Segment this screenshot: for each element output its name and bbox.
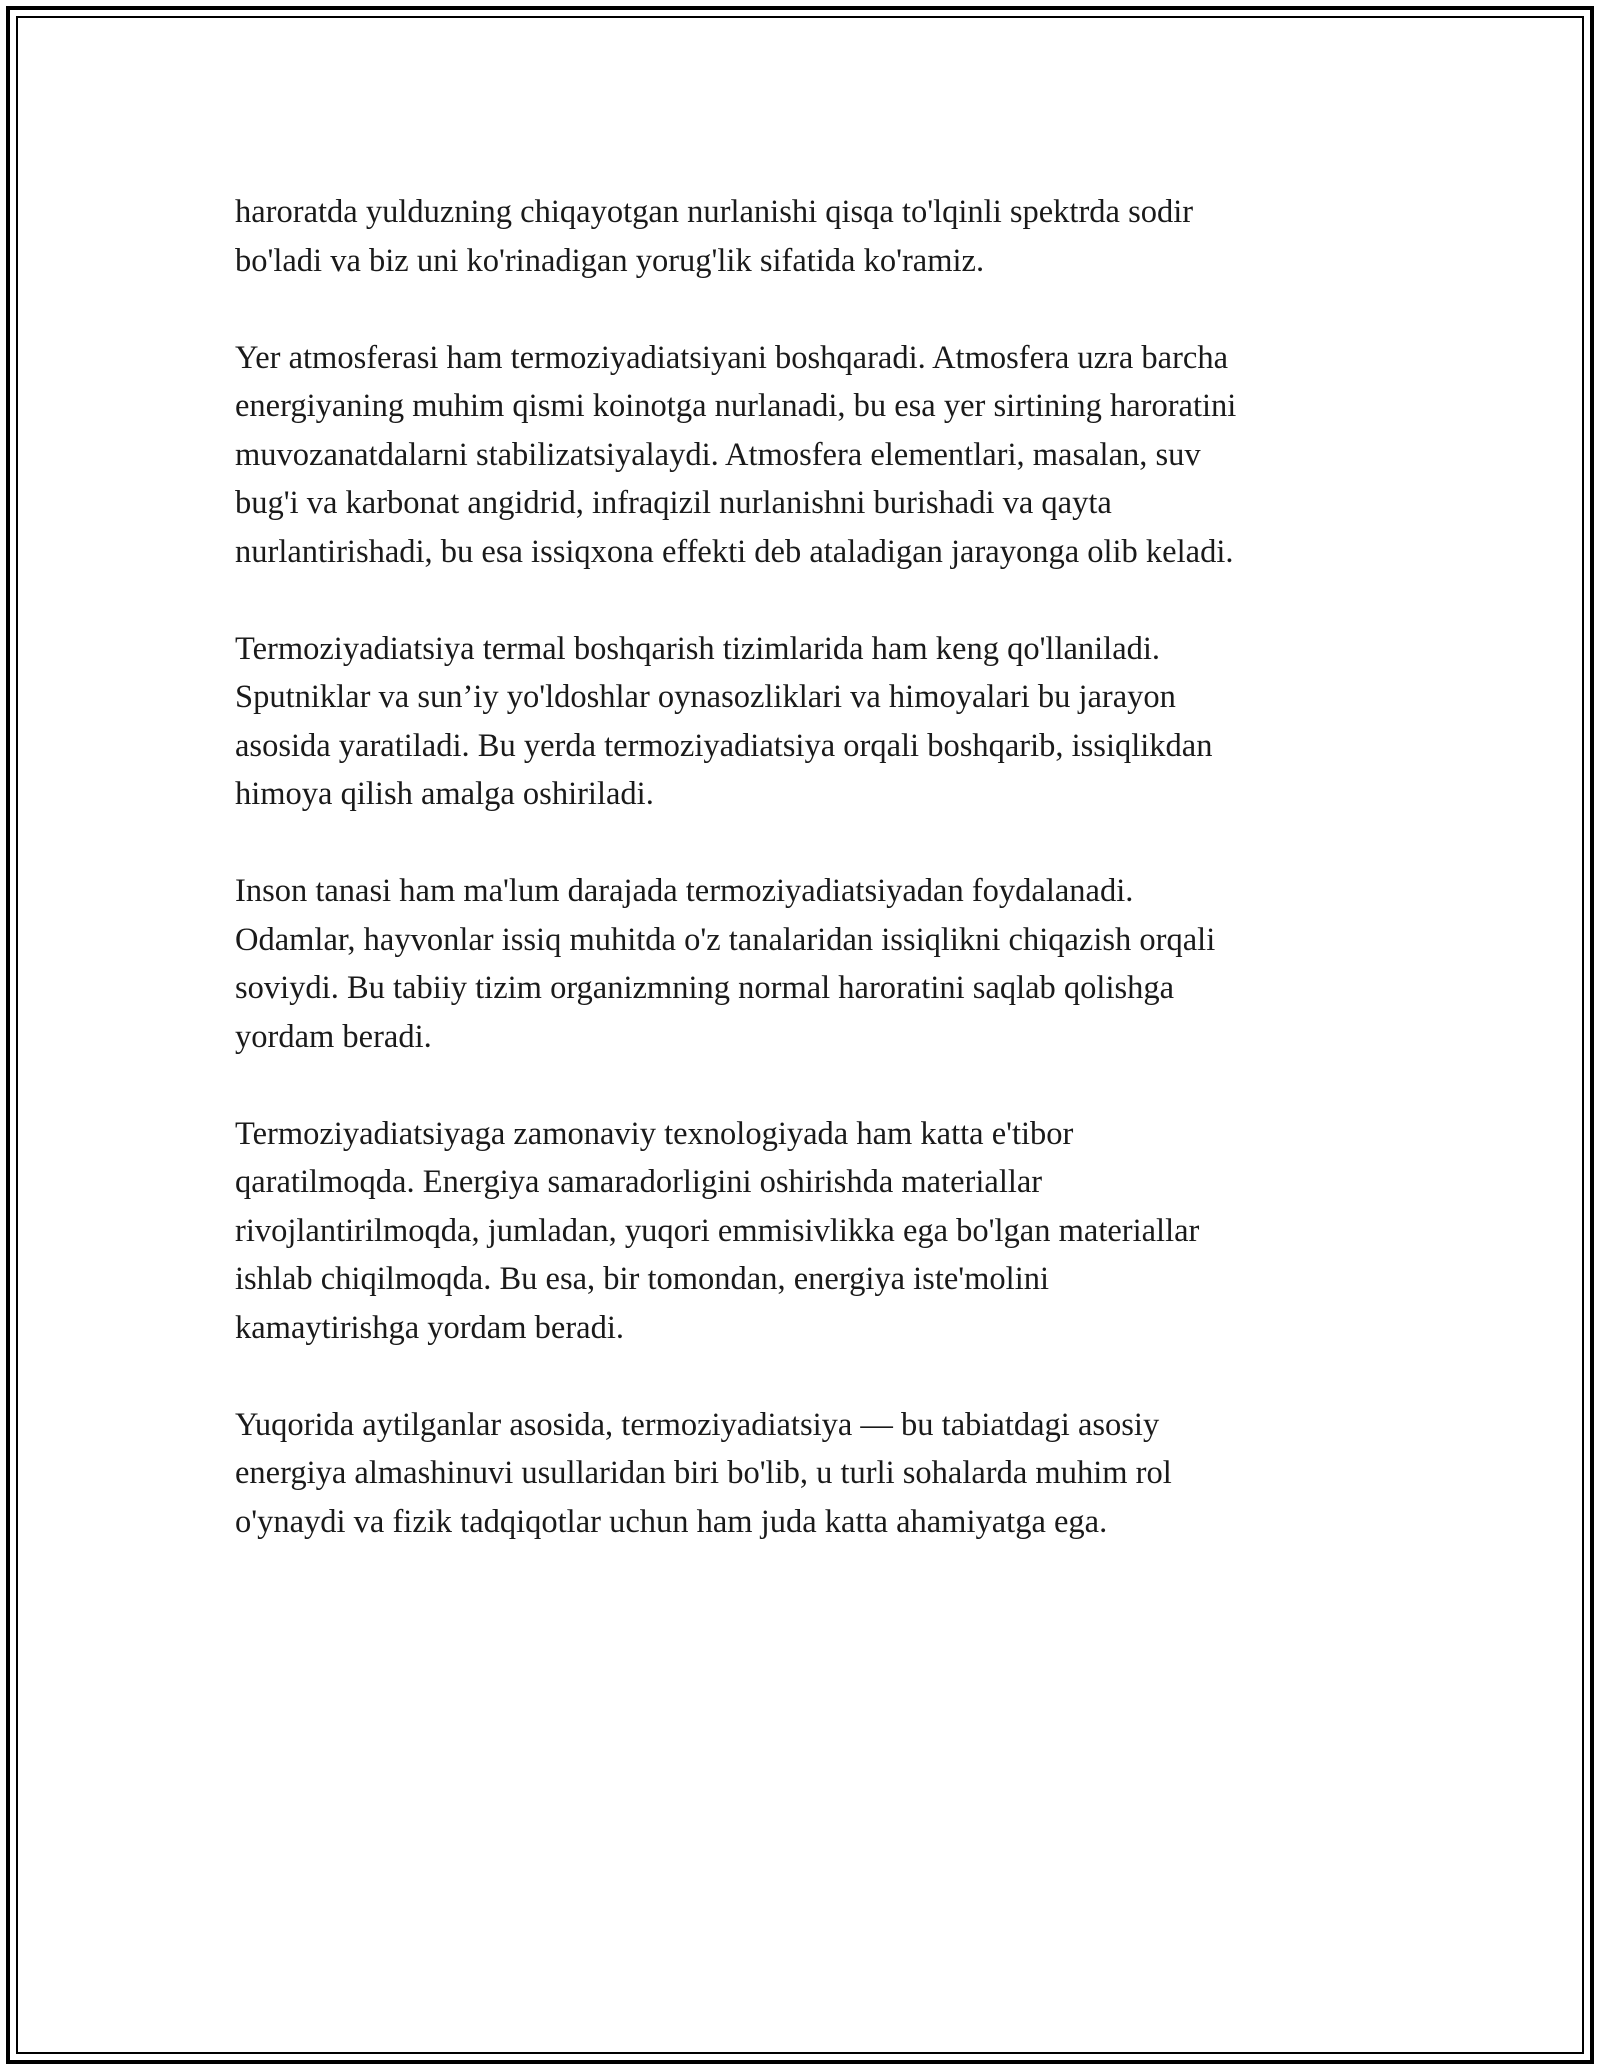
text-line: energiya almashinuvi usullaridan biri bo'lib, u turli sohalarda muhim rol: [235, 1455, 1172, 1491]
paragraph-5: [235, 1110, 1395, 1353]
paragraph-2: [235, 334, 1395, 577]
text-line: Sputniklar va sun’iy yo'ldoshlar oynasozliklari va himoyalari bu jarayon: [235, 679, 1176, 715]
text-line: ishlab chiqilmoqda. Bu esa, bir tomondan, energiya iste'molini: [235, 1261, 1050, 1297]
text-line: haroratda yulduzning chiqayotgan nurlanishi qisqa to'lqinli spektrda sodir: [235, 194, 1194, 230]
text-line: asosida yaratiladi. Bu yerda termoziyadiatsiya orqali boshqarib, issiqlikdan: [235, 727, 1213, 764]
text-line: Odamlar, hayvonlar issiq muhitda o'z tanalaridan issiqlikni chiqazish orqali: [235, 921, 1216, 958]
text-line: bo'ladi va biz uni ko'rinadigan yorug'lik sifatida ko'ramiz.: [235, 242, 985, 279]
text-line: energiyaning muhim qismi koinotga nurlanadi, bu esa yer sirtining haroratini: [235, 388, 1237, 424]
text-line: bug'i va karbonat angidrid, infraqizil nurlanishni burishadi va qayta: [235, 485, 1112, 521]
text-line: nurlantirishadi, bu esa issiqxona effekti deb ataladigan jarayonga olib keladi.: [235, 533, 1234, 570]
text-line: kamaytirishga yordam beradi.: [235, 1309, 624, 1346]
text-line: qaratilmoqda. Energiya samaradorligini oshirishda materiallar: [235, 1164, 1043, 1200]
text-line: himoya qilish amalga oshiriladi.: [235, 776, 654, 812]
text-line: Yer atmosferasi ham termoziyadiatsiyani boshqaradi. Atmosfera uzra barcha: [235, 339, 1229, 376]
paragraph-3: [235, 625, 1395, 819]
text-line: yordam beradi.: [235, 1018, 432, 1055]
text-line: muvozanatdalarni stabilizatsiyalaydi. Atmosfera elementlari, masalan, suv: [235, 436, 1201, 473]
paragraph-4: [235, 867, 1395, 1061]
paragraph-1: [235, 188, 1395, 285]
text-line: Termoziyadiatsiya termal boshqarish tizimlarida ham keng qo'llaniladi.: [235, 630, 1161, 667]
text-line: soviydi. Bu tabiiy tizim organizmning normal haroratini saqlab qolishga: [235, 970, 1175, 1006]
paragraph-6: [235, 1401, 1395, 1547]
text-line: Inson tanasi ham ma'lum darajada termoziyadiatsiyadan foydalanadi.: [235, 873, 1134, 909]
text-line: rivojlantirilmoqda, jumladan, yuqori emmisivlikka ega bo'lgan materiallar: [235, 1212, 1200, 1249]
document-body: [235, 188, 1395, 1546]
text-line: Termoziyadiatsiyaga zamonaviy texnologiyada ham katta e'tibor: [235, 1115, 1074, 1152]
text-line: o'ynaydi va fizik tadqiqotlar uchun ham juda katta ahamiyatga ega.: [235, 1503, 1108, 1540]
text-line: Yuqorida aytilganlar asosida, termoziyadiatsiya — bu tabiatdagi asosiy: [235, 1406, 1160, 1443]
